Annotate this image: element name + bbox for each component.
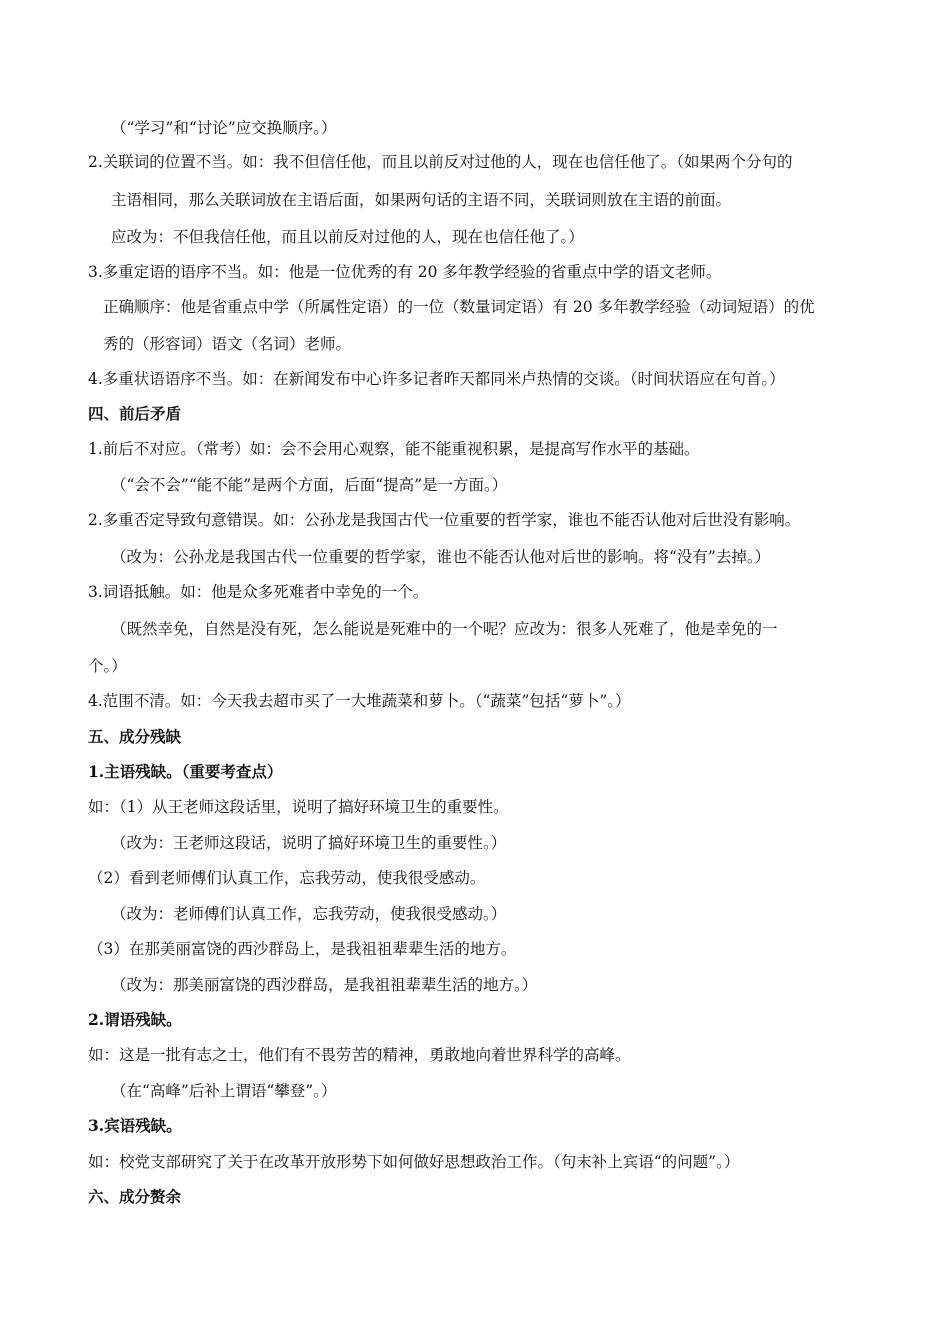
text-line: （改为：公孙龙是我国古代一位重要的哲学家，谁也不能否认他对后世的影响。将“没有”去掉。） xyxy=(111,548,771,566)
subsection-heading: 1.主语残缺。（重要考查点） xyxy=(88,762,283,781)
text-line: 如：（1）从王老师这段话里，说明了搞好环境卫生的重要性。 xyxy=(88,798,509,816)
text-line: 个。） xyxy=(88,657,127,675)
text-line: （3）在那美丽富饶的西沙群岛上，是我祖祖辈辈生活的地方。 xyxy=(88,940,517,958)
text-line: （既然幸免，自然是没有死，怎么能说是死难中的一个呢？应改为：很多人死难了，他是幸免的一 xyxy=(111,620,778,638)
text-line: 秀的（形容词）语文（名词）老师。 xyxy=(103,335,352,353)
text-line: （改为：那美丽富饶的西沙群岛，是我祖祖辈辈生活的地方。） xyxy=(111,976,538,994)
text-line: 3.词语抵触。如：他是众多死难者中幸免的一个。 xyxy=(88,583,429,601)
text-line: 2.关联词的位置不当。如：我不但信任他，而且以前反对过他的人，现在也信任他了。（如果两个分句的 xyxy=(88,153,793,171)
text-line: 3.多重定语的语序不当。如：他是一位优秀的有 20 多年教学经验的省重点中学的语文老师。 xyxy=(88,263,722,281)
text-line: 正确顺序：他是省重点中学（所属性定语）的一位（数量词定语）有 20 多年教学经验（动词短语）的优 xyxy=(103,298,815,316)
text-line: （“学习”和“讨论”应交换顺序。） xyxy=(111,119,337,137)
text-line: 2.多重否定导致句意错误。如：公孙龙是我国古代一位重要的哲学家，谁也不能否认他对后世没有影响。 xyxy=(88,511,801,529)
section-heading: 六、成分赘余 xyxy=(88,1187,182,1206)
text-line: （2）看到老师傅们认真工作，忘我劳动，使我很受感动。 xyxy=(88,869,486,887)
subsection-heading: 3.宾语残缺。 xyxy=(88,1116,182,1135)
text-line: 1.前后不对应。（常考）如：会不会用心观察，能不能重视积累，是提高写作水平的基础。 xyxy=(88,440,700,458)
text-line: （改为：王老师这段话，说明了搞好环境卫生的重要性。） xyxy=(111,834,507,852)
section-heading: 四、前后矛盾 xyxy=(88,404,182,423)
text-line: 主语相同，那么关联词放在主语后面，如果两句话的主语不同，关联词则放在主语的前面。 xyxy=(111,191,732,209)
text-line: 如：校党支部研究了关于在改革开放形势下如何做好思想政治工作。（句末补上宾语“的问题”。） xyxy=(88,1153,740,1171)
text-line: （“会不会”“能不能”是两个方面，后面“提高”是一方面。） xyxy=(111,476,508,494)
text-line: 应改为：不但我信任他，而且以前反对过他的人，现在也信任他了。） xyxy=(111,228,584,246)
text-line: 如：这是一批有志之士，他们有不畏劳苦的精神，勇敢地向着世界科学的高峰。 xyxy=(88,1046,631,1064)
text-line: （在“高峰”后补上谓语“攀登”。） xyxy=(111,1082,337,1100)
section-heading: 五、成分残缺 xyxy=(88,727,182,746)
text-line: （改为：老师傅们认真工作，忘我劳动，使我很受感动。） xyxy=(111,905,507,923)
subsection-heading: 2.谓语残缺。 xyxy=(88,1010,182,1029)
text-line: 4.范围不清。如：今天我去超市买了一大堆蔬菜和萝卜。（“蔬菜”包括“萝卜”。） xyxy=(88,692,631,710)
text-line: 4.多重状语语序不当。如：在新闻发布中心许多记者昨天都同米卢热情的交谈。（时间状语应在句首。） xyxy=(88,370,785,388)
